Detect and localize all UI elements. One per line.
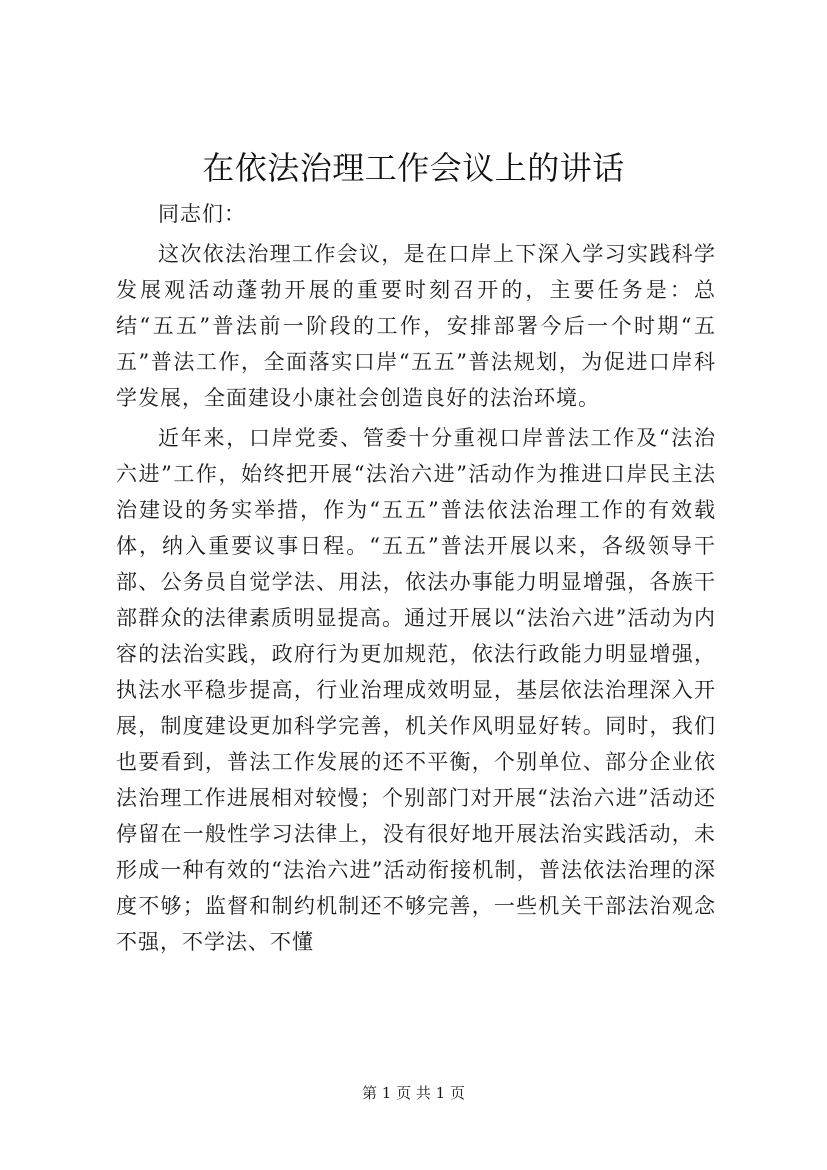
salutation: 同志们： (158, 202, 246, 226)
document-body (116, 196, 716, 960)
paragraph-1: 这次依法治理工作会议，是在口岸上下深入学习实践科学发展观活动蓬勃开展的重要时刻召开的，主要任务是：总结“五五”普法前一阶段的工作，安排部署今后一个时期“五五”普法工作，全面落实口岸“五五”普法规划，为促进口岸科学发展，全面建设小康社会创造良好的法治环境。 (116, 242, 716, 410)
page-title: 在依法治理工作会议上的讲话 (202, 149, 625, 187)
page-footer: 第 1 页 共 1 页 (362, 1084, 465, 1102)
paragraph-2: 近年来，口岸党委、管委十分重视口岸普法工作及“法治六进”工作，始终把开展“法治六进”活动作为推进口岸民主法治建设的务实举措，作为“五五”普法依法治理工作的有效载体，纳入重要议事日程。“五五”普法开展以来，各级领导干部、公务员自觉学法、用法，依法办事能力明显增强，各族干部群众的法律素质明显提高。通过开展以“法治六进”活动为内容的法治实践，政府行为更加规范，依法行政能力明显增强，执法水平稳步提高，行业治理成效明显，基层依法治理深入开展，制度建设更加科学完善，机关作风明显好转。同时，我们也要看到，普法工作发展的还不平衡，个别单位、部分企业依法治理工作进展相对较慢；个别部门对开展“法治六进”活动还停留在一般性学习法律上，没有很好地开展法治实践活动，未形成一种有效的“法治六进”活动衔接机制，普法依法治理的深度不够；监督和制约机制还不够完善，一些机关干部法治观念不强，不学法、不懂 (116, 426, 716, 954)
